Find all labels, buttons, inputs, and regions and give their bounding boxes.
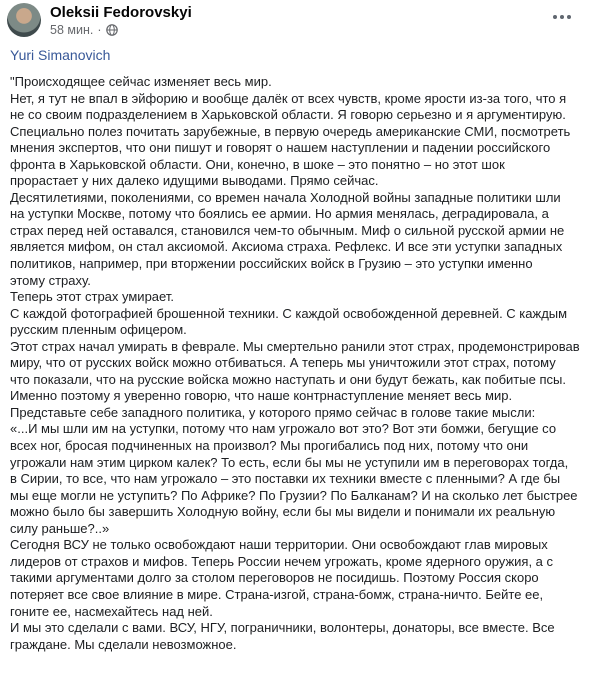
paragraph: "Происходящее сейчас изменяет весь мир.: [10, 74, 272, 89]
more-options-icon[interactable]: [551, 10, 573, 24]
paragraph: И мы это сделали с вами. ВСУ, НГУ, пограничники, волонтеры, донаторы, все вместе. Все граждане. Мы сделали невозможное.: [10, 620, 555, 652]
post-time[interactable]: 58 мин.: [50, 23, 94, 37]
paragraph: С каждой фотографией брошенной техники. С каждой освобожденной деревней. С каждым русским пленным офицером.: [10, 305, 568, 338]
paragraph: Специально полез почитать зарубежные, в первую очередь американские СМИ, посмотреть мнения экспертов, что они пишут и говорят о нашем наступлении и падении российского фронта в Харьковской области. Они, конечно, в шоке – это понятно – но этот шок прорастает у них далеко идущими выводами. Прямо сейчас.: [10, 123, 571, 189]
paragraph: «...И мы шли им на уступки, потому что нам угрожало вот это? Вот эти бомжи, бегущие со всех ног, бросая подчиненных на произвол? Мы прогибались под них, потому что они угрожали нам этим цирком калек? То есть, если бы мы не уступили им в переговорах тогда, в Сирии, то все, что нам угрожало – это поставки их техники вместе с пленными? А где бы мы еще могли не уступить? По Африке? По Грузии? По Балканам? И на сколько лет быстрее можно было бы завершить Холодную войну, если бы мы видели и понимали их реальную силу раньше?..»: [10, 421, 578, 536]
globe-icon: [106, 24, 118, 36]
paragraph: Представьте себе западного политика, у которого прямо сейчас в голове такие мысли:: [10, 404, 536, 420]
post-text: [10, 74, 585, 653]
paragraph: Именно поэтому я уверенно говорю, что наше контрнаступление меняет весь мир.: [10, 388, 513, 404]
paragraph: Этот страх начал умирать в феврале. Мы смертельно ранили этот страх, продемонстрировав миру, что от русских войск можно отбиваться. А теперь мы уничтожили этот страх, потому что показали, что на русские войска можно наступать и они будут бежать, как побитые псы.: [10, 338, 580, 387]
post-meta: [50, 23, 118, 37]
paragraph: Теперь этот страх умирает.: [10, 289, 174, 305]
post-header: [0, 0, 589, 44]
author-name[interactable]: Oleksii Fedorovskyi: [50, 4, 192, 21]
meta-separator: ·: [97, 23, 102, 37]
paragraph: Нет, я тут не впал в эйфорию и вообще далёк от всех чувств, кроме ярости из-за того, что я не со своим подразделением в Харьковской области. Я говорю серьезно и я аргументирую.: [10, 90, 567, 123]
tagged-user-link[interactable]: Yuri Simanovich: [10, 47, 111, 63]
paragraph: Сегодня ВСУ не только освобождают наши территории. Они освобождают глав мировых лидеров от страхов и мифов. Теперь России нечем угрожать, кроме ядерного оружия, а с такими аргументами долго за столом переговоров не посидишь. Поэтому Россия скоро потеряет все свое влияние в мире. Страна-изгой, страна-бомж, страна-ничто. Бейте ее, гоните ее, насмехайтесь над ней.: [10, 537, 554, 619]
author-avatar[interactable]: [7, 3, 41, 37]
paragraph: Десятилетиями, поколениями, со времен начала Холодной войны западные политики шли на уступки Москве, потому что боялись ее армии. Но армия менялась, деградировала, а страх перед ней оставался, становился чем-то обычным. Миф о сильной русской армии не является мифом, он стал аксиомой. Аксиома страха. Рефлекс. И все эти уступки западных политиков, например, при вторжении российских войск в Грузию – это уступки именно этому страху.: [10, 189, 565, 288]
